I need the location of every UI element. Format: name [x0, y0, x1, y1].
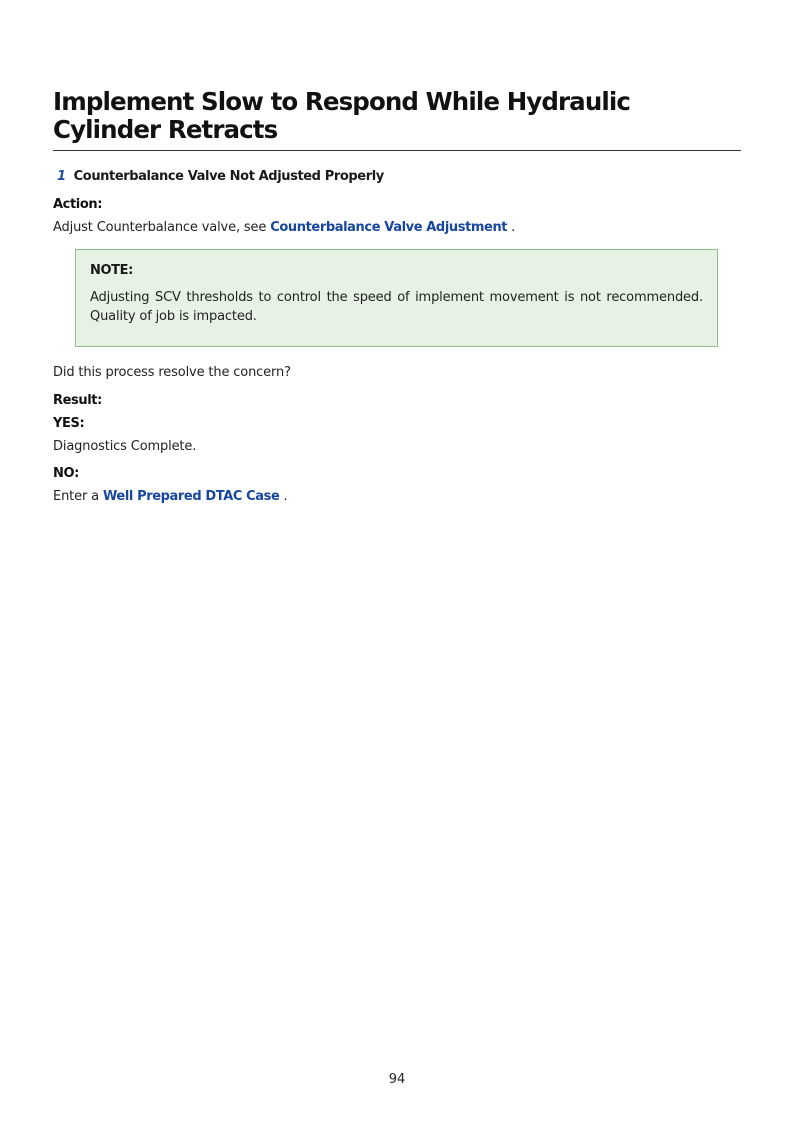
- page-title: Implement Slow to Respond While Hydraulic Cylinder Retracts: [53, 87, 630, 144]
- yes-text: Diagnostics Complete.: [53, 439, 197, 454]
- no-text-prefix: Enter a: [53, 489, 103, 504]
- yes-label: YES:: [53, 416, 85, 431]
- action-text-suffix: .: [507, 220, 516, 235]
- note-text: Adjusting SCV thresholds to control the speed of implement movement is not recommended. Quality of job is impacted.: [90, 290, 703, 324]
- step-heading: [53, 169, 741, 185]
- page-content: [53, 88, 741, 505]
- note-box: [75, 249, 718, 347]
- step-number: 1: [57, 169, 66, 184]
- action-text: [53, 219, 741, 236]
- step-title: Counterbalance Valve Not Adjusted Properly: [73, 169, 384, 184]
- no-text: [53, 488, 741, 505]
- dtac-case-link[interactable]: Well Prepared DTAC Case: [102, 489, 280, 504]
- page-number: 94: [388, 1072, 406, 1087]
- action-text-prefix: Adjust Counterbalance valve, see: [53, 220, 271, 235]
- action-label: Action:: [53, 197, 103, 212]
- note-title: NOTE:: [90, 263, 133, 278]
- resolution-question: Did this process resolve the concern?: [53, 365, 291, 380]
- result-label: Result:: [53, 393, 102, 408]
- counterbalance-valve-adjustment-link[interactable]: Counterbalance Valve Adjustment: [270, 220, 508, 235]
- no-label: NO:: [53, 466, 79, 481]
- no-text-suffix: .: [279, 489, 288, 504]
- title-divider: [53, 150, 741, 151]
